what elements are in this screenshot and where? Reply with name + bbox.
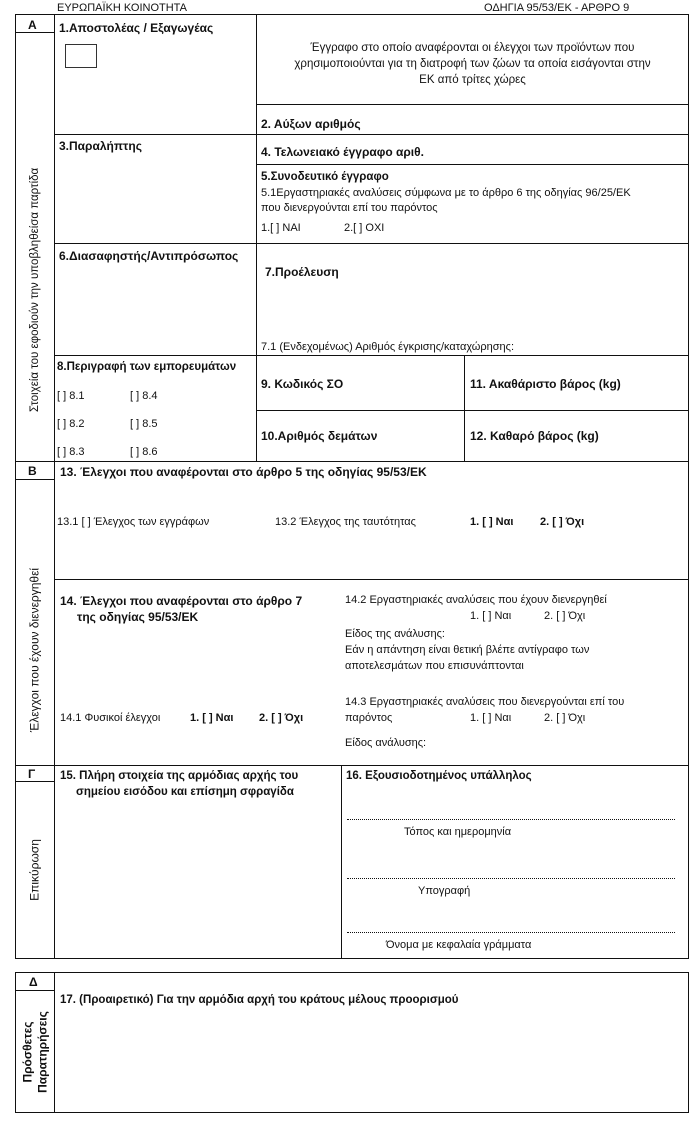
stamp-box	[65, 44, 97, 68]
field-13-2-no[interactable]: 2. [ ] Όχι	[540, 516, 585, 528]
field-8-label: 8.Περιγραφή των εμπορευμάτων	[57, 361, 237, 373]
field-13-label: 13. Έλεγχοι που αναφέρονται στο άρθρο 5 της οδηγίας 95/53/ΕΚ	[60, 465, 427, 479]
field-5-no-option[interactable]: 2.[ ] ΟΧΙ	[344, 222, 385, 234]
header-directive: ΟΔΗΓΙΑ 95/53/ΕΚ - ΑΡΘΡΟ 9	[484, 2, 630, 14]
field-14-1-no[interactable]: 2. [ ] Όχι	[259, 712, 304, 724]
field-15-line-2: σημείου εισόδου και επίσημη σφραγίδα	[76, 786, 294, 798]
option-8-4[interactable]: [ ] 8.4	[130, 390, 158, 402]
field-7-label: 7.Προέλευση	[265, 265, 339, 279]
side-label-g: Επικύρωση	[27, 839, 42, 901]
field-14-3-yes[interactable]: 1. [ ] Ναι	[470, 712, 512, 724]
section-letter-b: B	[28, 464, 37, 478]
side-label-a: Στοιχεία του εφοδιούν την υποβληθείσα παρτίδα	[28, 167, 41, 413]
field-14-2-note-2: αποτελεσμάτων που επισυνάπτονται	[345, 660, 524, 672]
field-14-2-note-1: Εάν η απάντηση είναι θετική βλέπε αντίγραφο των	[345, 644, 590, 656]
field-1-label: 1.Αποστολέας / Εξαγωγέας	[59, 21, 214, 35]
field-5-1-line-1: 5.1Εργαστηριακές αναλύσεις σύμφωνα με το άρθρο 6 της οδηγίας 96/25/ΕΚ	[261, 187, 631, 199]
option-8-5[interactable]: [ ] 8.5	[130, 418, 158, 430]
field-14-3-kind: Είδος ανάλυσης:	[345, 737, 427, 749]
field-5-yes-option[interactable]: 1.[ ] ΝΑΙ	[261, 222, 301, 234]
field-13-2-label: 13.2 Έλεγχος της ταυτότητας	[275, 516, 416, 528]
side-label-d-1: Πρόσθετες	[20, 1021, 35, 1083]
field-3-label: 3.Παραλήπτης	[59, 139, 142, 153]
field-5-1-line-2: που διενεργούνται επί του παρόντος	[261, 202, 438, 214]
field-13-2-yes[interactable]: 1. [ ] Ναι	[470, 516, 514, 528]
field-10-label: 10.Αριθμός δεμάτων	[261, 429, 378, 443]
section-letter-g: Γ	[28, 767, 36, 781]
field-17-label: 17. (Προαιρετικό) Για την αρμόδια αρχή του κράτους μέλους προορισμού	[60, 994, 459, 1006]
field-7-1-label: 7.1 (Ενδεχομένως) Αριθμός έγκρισης/καταχώρησης:	[261, 341, 515, 353]
section-letter-d: Δ	[29, 975, 38, 989]
field-14-3-line-2: παρόντος	[345, 712, 393, 724]
header-community: ΕΥΡΩΠΑΪΚΗ ΚΟΙΝΟΤΗΤΑ	[57, 2, 187, 14]
field-14-line-1: 14. Έλεγχοι που αναφέρονται στο άρθρο 7	[60, 594, 303, 608]
field-14-line-2: της οδηγίας 95/53/ΕΚ	[77, 610, 199, 624]
field-14-2-label: 14.2 Εργαστηριακές αναλύσεις που έχουν διενεργηθεί	[345, 594, 607, 606]
field-14-2-no[interactable]: 2. [ ] Όχι	[544, 610, 586, 622]
option-8-1[interactable]: [ ] 8.1	[57, 390, 85, 402]
field-16-label: 16. Εξουσιοδοτημένος υπάλληλος	[346, 770, 532, 782]
place-date-line[interactable]	[347, 819, 675, 820]
field-14-3-no[interactable]: 2. [ ] Όχι	[544, 712, 586, 724]
title-line-3: ΕΚ από τρίτες χώρες	[419, 74, 526, 86]
option-8-2[interactable]: [ ] 8.2	[57, 418, 85, 430]
field-4-label: 4. Τελωνειακό έγγραφο αριθ.	[261, 145, 424, 159]
field-2-label: 2. Αύξων αριθμός	[261, 117, 361, 131]
field-11-label: 11. Ακαθάριστο βάρος (kg)	[470, 377, 621, 391]
field-16-name: Όνομα με κεφαλαία γράμματα	[386, 939, 532, 951]
field-15-line-1: 15. Πλήρη στοιχεία της αρμόδιας αρχής του	[60, 770, 299, 782]
option-8-3[interactable]: [ ] 8.3	[57, 446, 85, 458]
field-14-3-line-1: 14.3 Εργαστηριακές αναλύσεις που διενεργούνται επί του	[345, 696, 625, 708]
field-9-label: 9. Κωδικός ΣΟ	[261, 377, 344, 391]
section-letter-a: A	[28, 18, 37, 32]
field-16-signature: Υπογραφή	[418, 885, 471, 897]
field-14-1-label: 14.1 Φυσικοί έλεγχοι	[60, 712, 161, 724]
title-line-2: χρησιμοποιούνται για τη διατροφή των ζώων τα οποία εισάγονται στην	[294, 58, 651, 70]
side-label-d-2: Παρατηρήσεις	[35, 1011, 50, 1093]
field-13-1-document-check[interactable]: 13.1 [ ] Έλεγχος των εγγράφων	[57, 516, 210, 528]
signature-line[interactable]	[347, 878, 675, 879]
field-12-label: 12. Καθαρό βάρος (kg)	[470, 429, 599, 443]
side-label-b: Έλεγχοι που έχουν διενεργηθεί	[27, 567, 42, 733]
field-5-label: 5.Συνοδευτικό έγγραφο	[261, 171, 389, 183]
field-14-2-yes[interactable]: 1. [ ] Ναι	[470, 610, 512, 622]
name-line[interactable]	[347, 932, 675, 933]
title-line-1: Έγγραφο στο οποίο αναφέρονται οι έλεγχοι των προϊόντων που	[310, 42, 635, 54]
field-16-place-date: Τόπος και ημερομηνία	[404, 826, 512, 838]
field-14-2-kind: Είδος της ανάλυσης:	[345, 628, 445, 640]
field-6-label: 6.Διασαφηστής/Αντιπρόσωπος	[59, 249, 239, 263]
option-8-6[interactable]: [ ] 8.6	[130, 446, 158, 458]
field-14-1-yes[interactable]: 1. [ ] Ναι	[190, 712, 234, 724]
